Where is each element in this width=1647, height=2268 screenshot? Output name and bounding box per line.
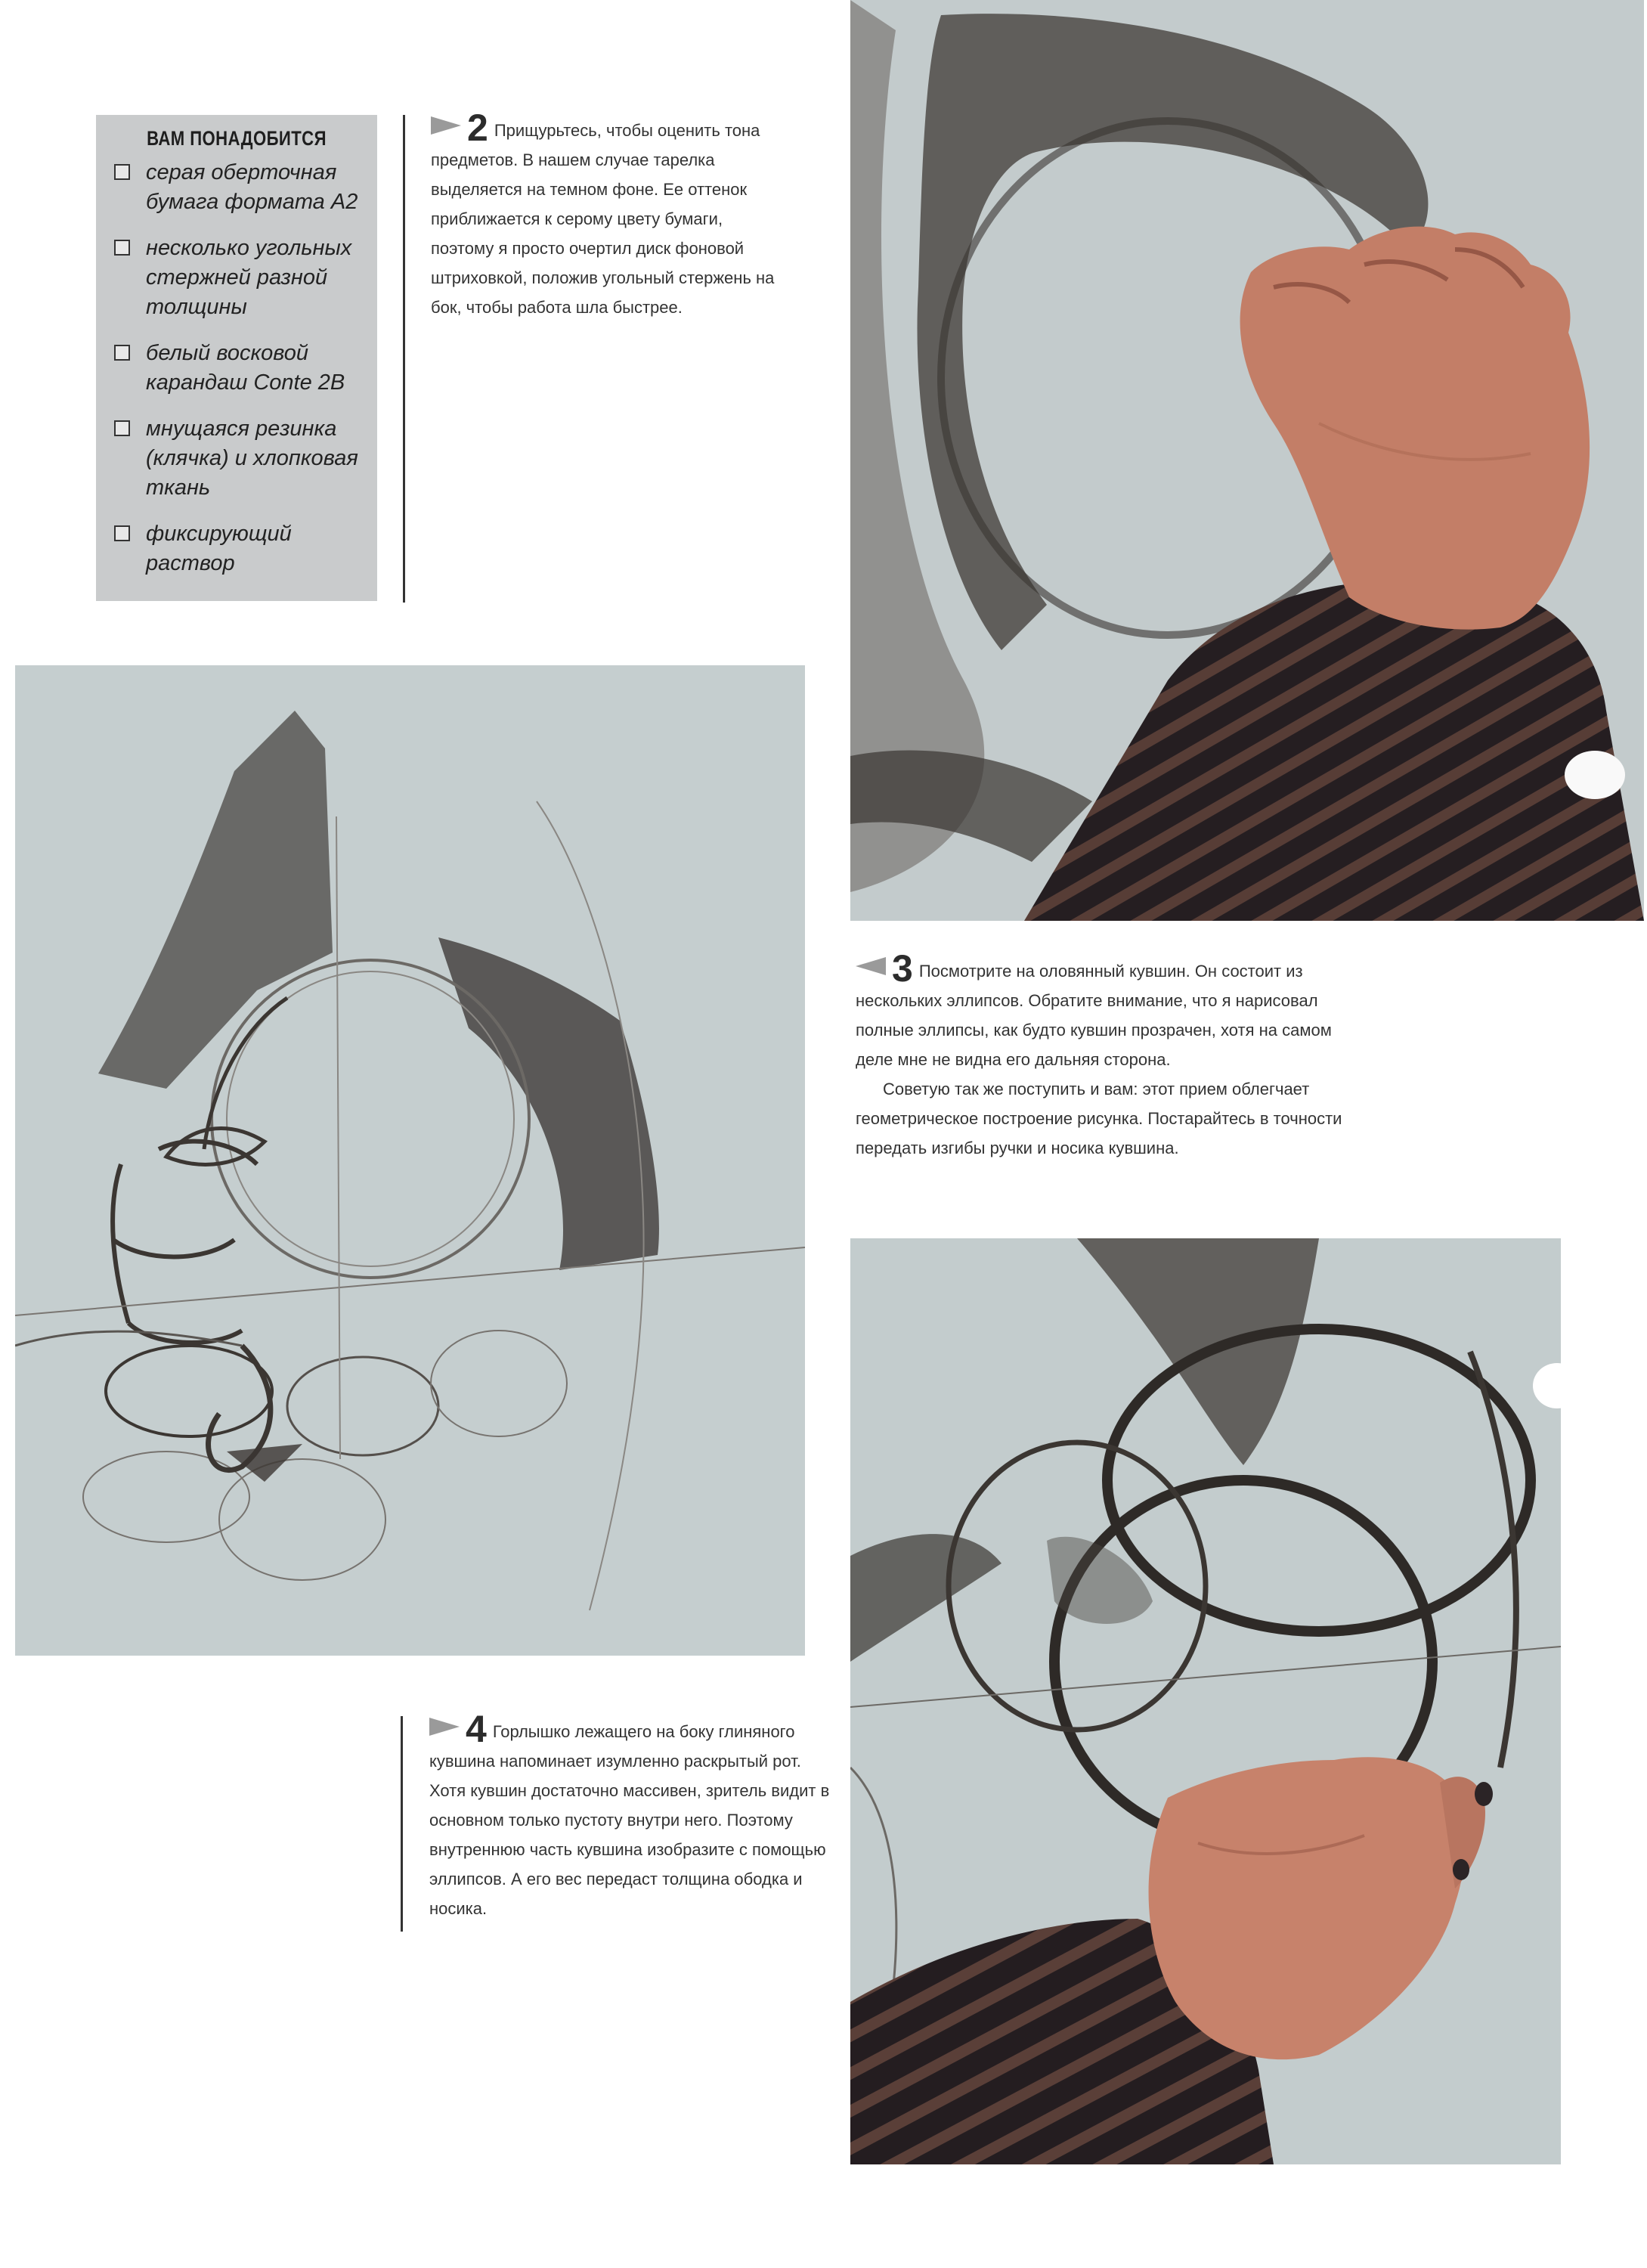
step-4 [429, 1708, 830, 1923]
materials-item-text: фиксирующий раствор [146, 522, 292, 575]
step-3 [856, 947, 1370, 1163]
divider-rule [403, 115, 405, 603]
step-text: Горлышко лежащего на боку глиняного кувшина напоминает изумленно раскрытый рот. Хотя кувшин достаточно массивен, зритель видит в основном только пустоту внутри него. Поэтому внутреннюю часть кувшина изобразите с помощью эллипсов. А его вес передаст толщина ободка и носика. [429, 1722, 830, 1918]
step-number: 2 [467, 107, 488, 149]
photo-hand-shading-plate [850, 0, 1644, 921]
checkbox-icon [114, 525, 130, 541]
materials-item [105, 158, 368, 217]
checkbox-icon [114, 345, 130, 361]
arrow-left-icon [856, 957, 886, 975]
checkbox-icon [114, 240, 130, 256]
step-number: 4 [466, 1708, 487, 1750]
photo-hand-drawing-ellipses [850, 1238, 1561, 2164]
arrow-right-icon [431, 116, 461, 135]
divider-rule [401, 1716, 403, 1932]
materials-item-text: серая оберточная бумага формата А2 [146, 160, 358, 214]
step-text: Прищурьтесь, чтобы оценить тона предметов. В нашем случае тарелка выделяется на темном фоне. Ее оттенок приближается к серому цвету бумаги, поэтому я просто очертил диск фоновой штриховкой, положив угольный стержень на бок, чтобы работа шла быстрее. [431, 121, 775, 317]
materials-box [96, 115, 377, 601]
step-number: 3 [892, 947, 913, 990]
materials-list [105, 158, 368, 578]
materials-item-text: мнущаяся резинка (клячка) и хлопковая ткань [146, 417, 358, 500]
photo-charcoal-sketch [15, 665, 805, 1656]
checkbox-icon [114, 164, 130, 180]
step-text: Посмотрите на оловянный кувшин. Он состоит из нескольких эллипсов. Обратите внимание, что я нарисовал полные эллипсы, как будто кувшин прозрачен, хотя на самом деле мне не видна его дальняя сторона. [856, 962, 1332, 1069]
materials-item [105, 414, 368, 503]
materials-item-text: белый восковой карандаш Conte 2B [146, 341, 345, 395]
materials-item [105, 519, 368, 578]
materials-item [105, 339, 368, 398]
materials-item-text: несколько угольных стержней разной толщины [146, 236, 352, 319]
step-2 [431, 107, 779, 322]
materials-item [105, 234, 368, 322]
materials-title: ВАМ ПОНАДОБИТСЯ [147, 127, 327, 150]
checkbox-icon [114, 420, 130, 436]
arrow-right-icon [429, 1718, 460, 1736]
step-text-2: Советую так же поступить и вам: этот прием облегчает геометрическое построение рисунка. Постарайтесь в точности передать изгибы ручки и носика кувшина. [856, 1080, 1342, 1157]
